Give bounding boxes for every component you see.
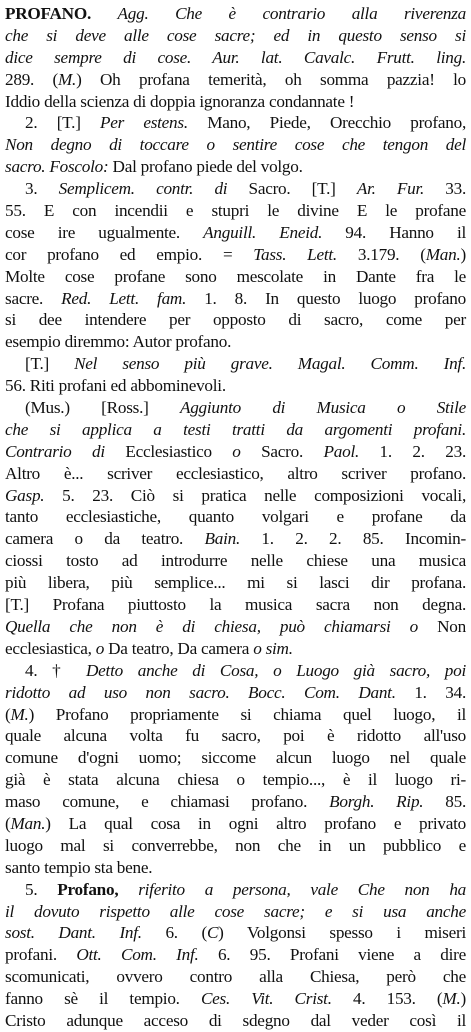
text-line [5,463,466,485]
text-run: Cristo adunque acceso di sdegno dal veder così il [5,1010,466,1030]
italic-text: Ces. Vit. Crist. [200,989,332,1009]
italic-text: Paol. [323,441,360,461]
italic-text: Gasp. [5,485,45,505]
text-run: 55. E con incendii e stupri le divine E le profane [5,201,466,221]
text-run: 5. 23. Ciò si pratica nelle composizioni vocali, [44,485,466,505]
italic-text: Ott. Com. Inf. [76,945,199,965]
text-line [5,769,466,791]
text-line [5,47,466,69]
text-line [5,704,466,726]
italic-text: Tass. Lett. [253,244,337,264]
text-run: Altro è... scriver ecclesiastico, altro scriver profano. [5,463,466,483]
text-run: (Mus.) [Ross.] [25,398,180,418]
text-line [5,222,466,244]
text-run: Da teatro, Da camera [104,638,254,658]
text-line [5,25,466,47]
text-line [5,879,466,901]
italic-text: M. [57,69,77,89]
text-run: Non [418,616,466,636]
text-line [5,594,466,616]
text-run: 33. [424,179,467,199]
text-line [5,178,466,200]
text-run: ( [5,813,11,833]
headword: PROFANO. [5,4,91,23]
italic-text: M. [10,704,29,724]
italic-text: sacro. Foscolo: [5,157,109,177]
italic-text: sost. Dant. Inf. [5,923,142,943]
text-run [91,4,118,23]
text-line [5,966,466,988]
text-run: Sacro. [240,441,324,461]
text-run: 1. 2. 23. [359,441,466,461]
text-run: quale alcuna volta fu sacro, poi è ridotto all'uso [5,726,466,746]
text-run: 56. Riti profani ed abbominevoli. [5,376,226,396]
text-run: scomunicati, ovvero contro alla Chiesa, però che [5,967,466,987]
text-run: maso comune, e chiamasi profano. [5,792,330,812]
text-line [5,616,466,638]
text-line [5,747,466,769]
italic-text: Borgh. Rip. [329,792,424,812]
text-run: 1. 8. In questo luogo profano [186,288,466,308]
text-run: fanno sè il tempio. [5,989,201,1009]
text-line [5,506,466,528]
text-line [5,485,466,507]
text-line [5,288,466,310]
text-line [5,944,466,966]
text-run: santo tempio sta bene. [5,857,153,877]
italic-text: Agg. Che è contrario alla riverenza [117,4,466,23]
text-run: ecclesiastica, [5,638,96,658]
italic-text: ridotto ad uso non sacro. Bocc. Com. Dant. [5,682,396,702]
text-run: comune d'ogni uomo; siccome alcun luogo nel quale [5,748,466,768]
text-line [5,441,466,463]
text-run: cose ire ugualmente. [5,222,204,242]
text-line [5,134,466,156]
text-line [5,1010,466,1032]
text-run: profani. [5,945,77,965]
italic-text: o [232,441,241,461]
text-line [5,550,466,572]
italic-text: Semplicem. contr. di [58,179,228,199]
italic-text: Red. Lett. fam. [61,288,187,308]
text-line [5,200,466,222]
text-run: sacre. [5,288,62,308]
text-run: Sacro. [T.] [227,179,357,199]
text-line [5,835,466,857]
italic-text: o [95,638,105,658]
text-line [5,857,466,879]
text-line [5,419,466,441]
text-line [5,69,466,91]
text-run: 3.179. ( [336,244,426,264]
text-run: [T.] [25,354,75,374]
text-line [5,331,466,353]
text-run: 6. 95. Profani viene a dire [198,945,467,965]
italic-text: Aggiunto di Musica o Stile [179,398,466,418]
text-line [5,791,466,813]
text-run: esempio diremmo: Autor profano. [5,332,232,352]
text-line [5,813,466,835]
text-run: si dee intendere per opposto di sacro, come per [5,310,466,330]
italic-text: riferito a persona, vale Che non ha [138,879,467,899]
text-run: luogo mal si converrebbe, non che in un pubblico e [5,835,466,855]
text-run: ) [460,989,466,1009]
text-run: 3. [25,179,59,199]
text-line [5,922,466,944]
italic-text: il dovuto rispetto alle cose sacre; e si usa anche [5,901,466,921]
italic-text: Per estens. [99,113,188,133]
text-run: Mano, Piede, Orecchio profano, [187,113,466,133]
italic-text: Ar. Fur. [356,179,425,199]
text-run: Ecclesiastico [104,441,233,461]
text-line [5,375,466,397]
italic-text: Nel senso più grave. Magal. Comm. Inf. [74,354,466,374]
text-line [5,660,466,682]
text-run: Iddio della scienza di doppia ignoranza condannate ! [5,91,355,111]
italic-text: che si deve alle cose sacre; ed in questo senso si [5,25,466,45]
italic-text: M. [442,989,461,1009]
text-line [5,572,466,594]
text-line [5,266,466,288]
entry-profano [5,3,466,1032]
italic-text: che si applica a testi tratti da argomenti profani. [5,419,466,439]
italic-text: Bain. [204,529,241,549]
text-run: già è stata alcuna chiesa o tempio..., è il luogo ri- [5,770,466,790]
text-line [5,353,466,375]
text-run: ( [5,704,11,724]
text-line [5,397,466,419]
italic-text: Anguill. Eneid. [203,222,323,242]
text-line [5,901,466,923]
text-line [5,988,466,1010]
text-run: Dal profano piede del volgo. [108,157,303,177]
italic-text: dice sempre di cose. Aur. lat. Cavalc. Frutt. ling. [5,47,466,67]
italic-text: Detto anche di Cosa, o Luogo già sacro, poi [86,660,466,680]
text-run: ) Oh profana temerità, oh somma pazzia! lo [76,69,466,89]
italic-text: C [206,923,219,943]
italic-text: Quella che non è di chiesa, può chiamarsi o [5,616,419,636]
text-line [5,244,466,266]
text-run: 4. 153. ( [331,989,443,1009]
text-line [5,682,466,704]
italic-text: Man. [425,244,461,264]
text-line [5,112,466,134]
italic-text: Non degno di toccare o sentire cose che tengon del [5,135,466,155]
text-run: 1. 34. [395,682,467,702]
headword: Profano, [57,879,119,899]
text-run: 6. ( [141,923,207,943]
italic-text: Contrario di [5,441,105,461]
text-run: 1. 2. 2. 85. Incomin- [240,529,466,549]
text-run: ciossi tosto ad introdurre nelle chiese una musica [5,551,466,571]
italic-text: Man. [10,813,46,833]
text-run: 2. [T.] [25,113,100,133]
text-run: più libera, più semplice... mi si lasci dir profana. [5,573,466,593]
text-run: ) La qual cosa in ogni altro profano e privato [45,813,466,833]
text-run: Molte cose profane sono mescolate in Dante fra le [5,266,466,286]
text-run: 4. † [25,660,87,680]
text-run: 5. [25,879,58,899]
text-line [5,528,466,550]
text-line [5,309,466,331]
text-line [5,91,466,113]
text-run: cor profano ed empio. = [5,244,254,264]
text-run: 85. [423,792,467,812]
text-run [118,880,138,899]
text-line [5,725,466,747]
text-run: tanto ecclesiastiche, quanto volgari e profane da [5,507,466,527]
text-line [5,3,466,25]
text-run: ) Profano propriamente si chiama quel luogo, il [28,704,466,724]
text-line [5,638,466,660]
text-run: ) Volgonsi spesso i miseri [218,923,466,943]
text-run: [T.] Profana piuttosto la musica sacra non degna. [5,595,466,615]
text-run: ) [460,244,466,264]
italic-text: o sim. [253,638,293,658]
text-run: 289. ( [5,69,58,89]
text-run: 94. Hanno il [322,222,466,242]
text-line [5,156,466,178]
text-run: camera o da teatro. [5,529,205,549]
